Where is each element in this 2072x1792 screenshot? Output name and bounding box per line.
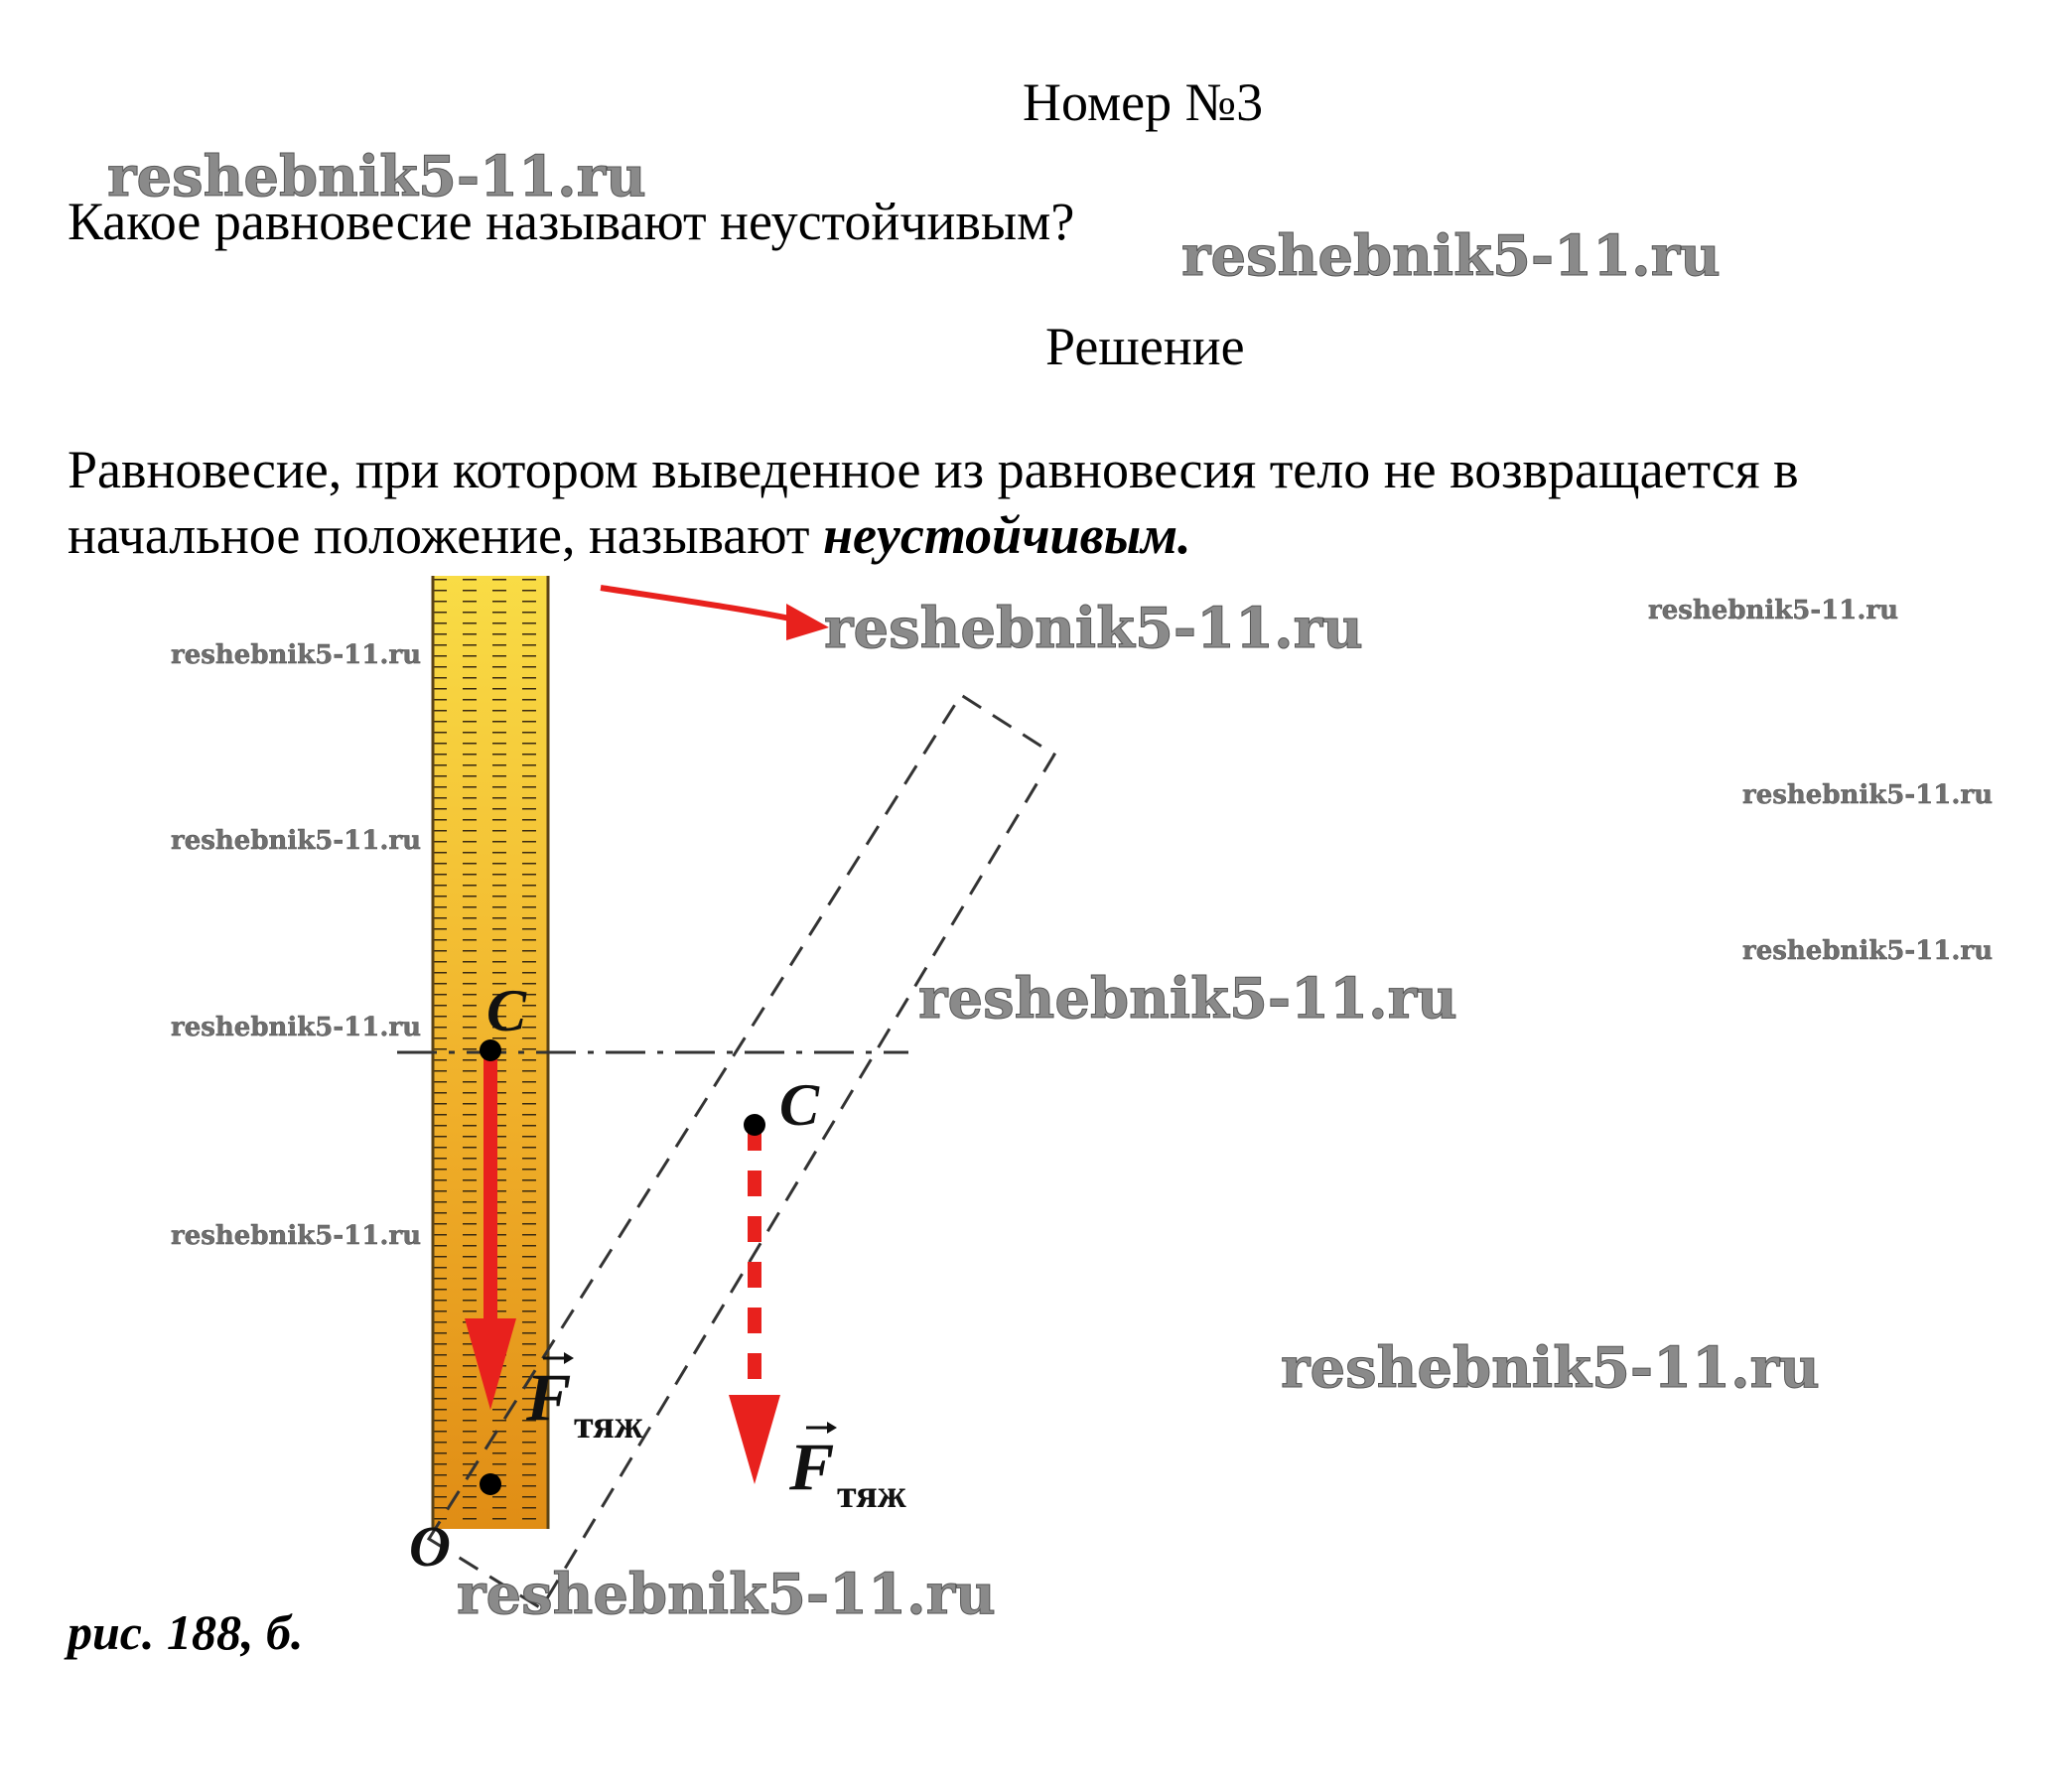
- answer-text: Равновесие, при котором выведенное из равновесия тело не возвращается в начальное положение, называют: [68, 440, 1799, 565]
- watermark: reshebnik5-11.ru: [1742, 936, 1994, 966]
- pivot-point: [480, 1473, 501, 1495]
- watermark: reshebnik5-11.ru: [171, 1221, 422, 1251]
- dashed-gravity-arrowhead: [729, 1395, 780, 1484]
- force-label-tilted: [788, 1422, 906, 1516]
- label-o: O: [409, 1514, 451, 1579]
- watermark: reshebnik5-11.ru: [1281, 1335, 1820, 1401]
- solution-title: Решение: [1045, 317, 1245, 376]
- svg-text:тяж: тяж: [837, 1471, 906, 1516]
- watermark: reshebnik5-11.ru: [1742, 780, 1994, 810]
- watermark: reshebnik5-11.ru: [171, 640, 422, 670]
- watermark: reshebnik5-11.ru: [1648, 596, 1899, 625]
- label-c-tilted: C: [779, 1072, 820, 1138]
- label-c-vertical: C: [486, 978, 527, 1043]
- svg-text:тяж: тяж: [574, 1402, 643, 1447]
- figure-caption: рис. 188, б.: [68, 1604, 304, 1660]
- svg-text:F: F: [526, 1359, 572, 1435]
- answer-emphasis: неустойчивым.: [822, 505, 1191, 565]
- question-text: Какое равновесие называют неустойчивым?: [68, 192, 1075, 251]
- watermark: reshebnik5-11.ru: [107, 144, 646, 209]
- watermark: reshebnik5-11.ru: [918, 966, 1457, 1032]
- watermark: reshebnik5-11.ru: [1181, 223, 1721, 289]
- rotation-arrowhead: [786, 604, 829, 640]
- watermark: reshebnik5-11.ru: [171, 1013, 422, 1042]
- force-label-vertical: [525, 1352, 643, 1447]
- watermark: reshebnik5-11.ru: [171, 826, 422, 856]
- center-point-tilted: [744, 1114, 765, 1136]
- watermark: reshebnik5-11.ru: [824, 596, 1363, 661]
- svg-text:F: F: [789, 1429, 835, 1504]
- watermark: reshebnik5-11.ru: [457, 1562, 996, 1627]
- rotation-arrow: [601, 588, 799, 620]
- page-title: Номер №3: [1023, 72, 1264, 132]
